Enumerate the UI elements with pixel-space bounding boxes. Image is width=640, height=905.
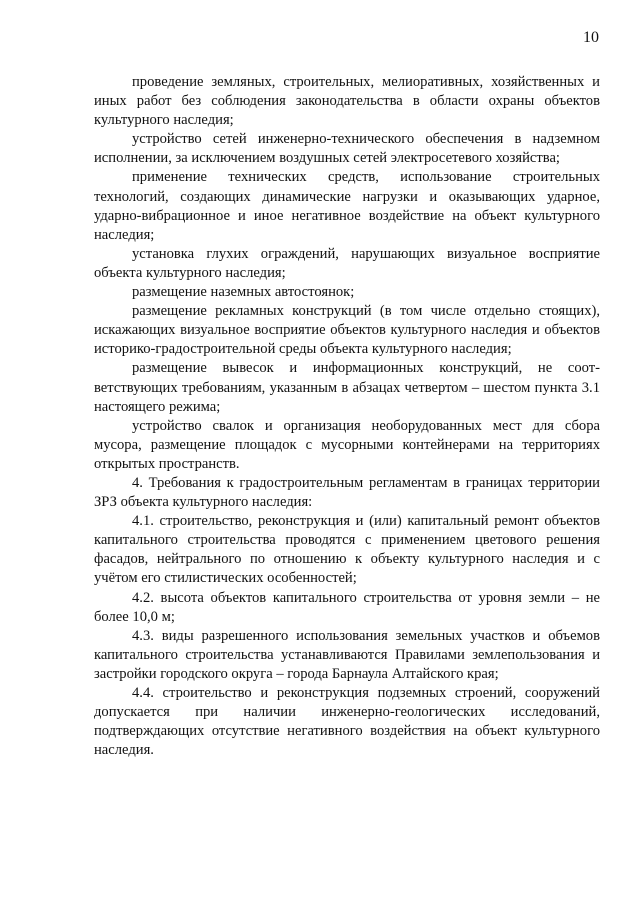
paragraph-4-3: 4.3. виды разрешенного использования земельных участков и объемов капитального строительства устанавливаются Правилами землепользования и застройки городского округа – города Барнаула Алтайского края;: [94, 627, 600, 682]
paragraph-section-4-heading: 4. Требования к градостроительным регламентам в границах территории ЗРЗ объекта культурного наследия:: [94, 474, 600, 511]
paragraph-solid-fences: установка глухих ограждений, нарушающих визуальное восприятие объекта культурного наследия;: [94, 245, 600, 281]
document-body: [94, 73, 600, 760]
paragraph-dynamic-loads: применение технических средств, использование строительных технологий, создающих динамические нагрузки и оказывающих ударное, ударно-вибрационное и иное негативное воздействие на объект культурного наследия;: [94, 169, 600, 243]
paragraph-signage: размещение вывесок и информационных конструкций, не соответствующих требованиям, указанным в абзацах четвертом – шестом пункта 3.1 настоящего режима;: [94, 360, 600, 415]
paragraph-parking: размещение наземных автостоянок;: [132, 284, 355, 301]
paragraph-4-1: 4.1. строительство, реконструкция и (или) капитальный ремонт объектов капитального строительства проводятся с применением цветового решения фасадов, нейтрального по отношению к объекту культурного наследия и с учётом его стилистических особенностей;: [94, 513, 600, 587]
paragraph-dumps: устройство свалок и организация необорудованных мест для сбора мусора, размещение площадок с мусорными контейнерами на территориях открытых пространств.: [94, 417, 600, 472]
paragraph-earthworks: проведение земляных, строительных, мелиоративных, хозяйственных и иных работ без соблюдения законодательства в области охраны объектов культурного наследия;: [94, 74, 600, 129]
paragraph-4-4: 4.4. строительство и реконструкция подземных строений, сооружений допускается при наличии инженерно-геологических исследований, подтверждающих отсутствие негативного воздействия на объект культурного наследия.: [94, 685, 600, 759]
paragraph-4-2: 4.2. высота объектов капитального строительства от уровня земли – не более 10,0 м;: [94, 589, 600, 625]
page-number: 10: [583, 29, 599, 46]
paragraph-utility-networks: устройство сетей инженерно-технического обеспечения в надземном исполнении, за исключением воздушных сетей электросетевого хозяйства;: [94, 131, 600, 167]
paragraph-advertising: размещение рекламных конструкций (в том числе отдельно стоящих), искажающих визуальное восприятие объектов культурного наследия и объектов историко-градостроительной среды объекта культурного наследия;: [94, 303, 600, 358]
